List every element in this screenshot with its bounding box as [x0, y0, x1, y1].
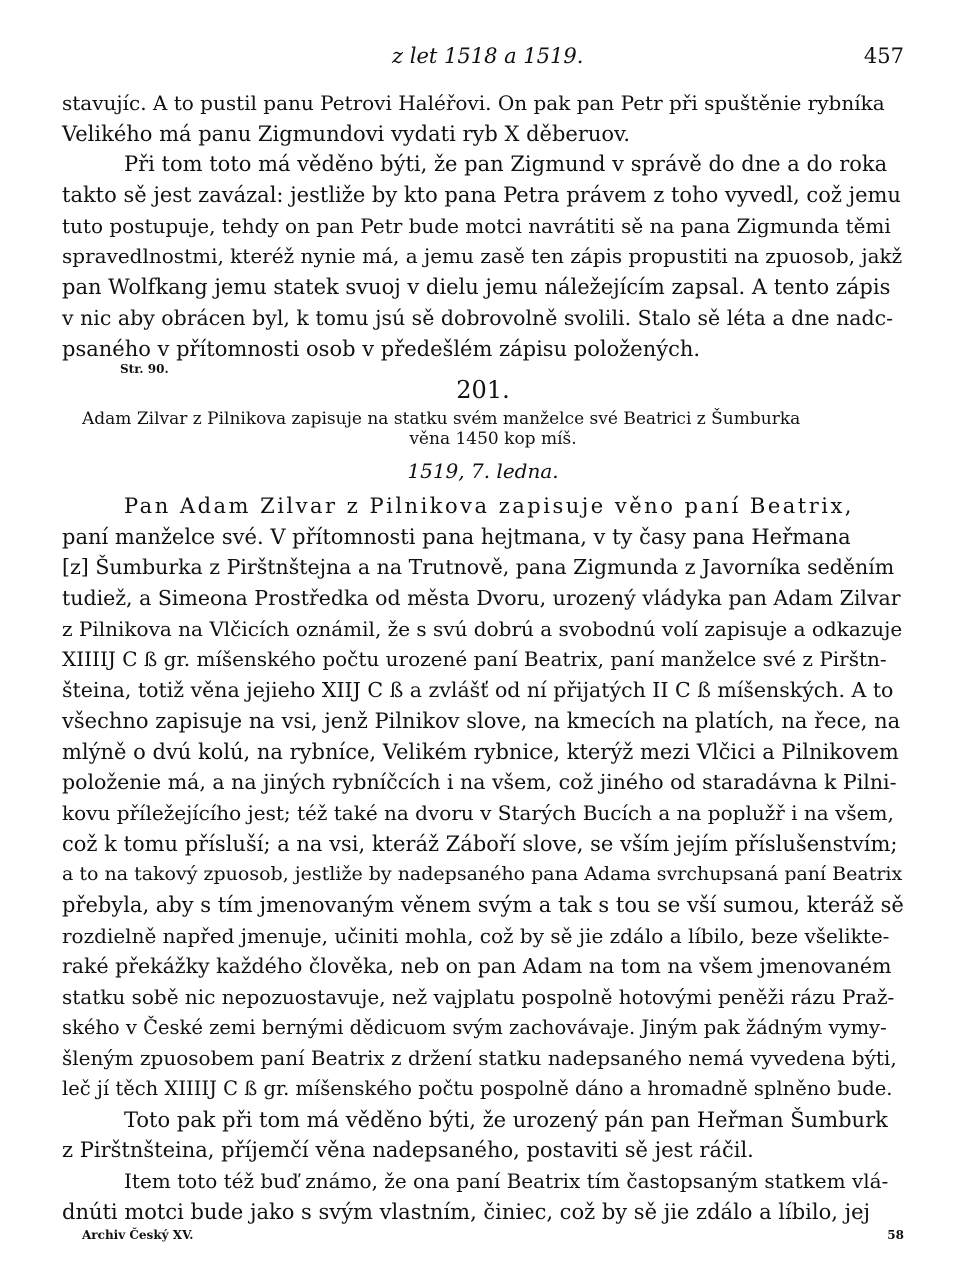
text-line: [z] Šumburka z Pirštnštejna a na Trutnově, pana Zigmunda z Javorníka seděním — [62, 555, 895, 580]
document-number: 201. — [456, 376, 510, 404]
text-line: psaného v přítomnosti osob v předešlém zápisu položených. — [62, 336, 701, 361]
running-head — [62, 44, 904, 74]
text-line: Při tom toto má věděno býti, že pan Zigmund v správě do dne a do roka — [124, 152, 888, 177]
text-line: takto sě jest zavázal: jestliže by kto pana Petra právem z toho vyvedl, což jemu — [62, 183, 901, 208]
text-line: tuto postupuje, tehdy on pan Petr bude motci navrátiti sě na pana Zigmunda těmi — [62, 213, 891, 238]
text-line: pan Wolfkang jemu statek svuoj v dielu jemu náležejícím zapsal. A tento zápis — [62, 275, 891, 300]
footer-signature: Archiv Český XV. — [82, 1228, 194, 1242]
text-line: kovu příležejícího jest; též také na dvoru v Starých Bucích a na poplužř i na všem, — [62, 800, 894, 825]
text-line: z Pirštnšteina, příjemčí věna nadepsaného, postaviti sě jest ráčil. — [62, 1138, 754, 1163]
text-line: XIIIIJ C ß gr. míšenského počtu urozené paní Beatrix, paní manželce své z Pirštn- — [62, 647, 887, 672]
text-line: tudiež, a Simeona Prostředka od města Dvoru, urozený vládyka pan Adam Zilvar — [62, 586, 901, 611]
document-summary — [82, 409, 904, 449]
running-title: z let 1518 a 1519. — [392, 44, 584, 68]
text-line: přebyla, aby s tím jmenovaným věnem svým a tak s tou se vší sumou, kteráž sě — [62, 892, 904, 917]
text-line: položenie má, a na jiných rybníčcích i na všem, což jiného od staradávna k Pilni- — [62, 770, 897, 795]
text-line: stavujíc. A to pustil panu Petrovi Haléřovi. On pak pan Petr při spuštěnie rybníka — [62, 91, 885, 115]
text-line: Item toto též buď známo, že ona paní Beatrix tím častopsaným statkem vlá- — [124, 1169, 889, 1194]
page-number: 457 — [863, 44, 904, 68]
document-date: 1519, 7. ledna. — [407, 459, 559, 483]
text-block-main — [62, 491, 904, 1228]
text-line: ského v České zemi bernými dědicuom svým zachovávaje. Jiným pak žádným vymy- — [62, 1015, 887, 1039]
text-line: leč jí těch XIIIIJ C ß gr. míšenského počtu pospolně dáno a hromadně splněno bude. — [62, 1077, 893, 1101]
summary-line: věna 1450 kop míš. — [409, 429, 577, 449]
text-line: všechno zapisuje na vsi, jenž Pilnikov slove, na kmecích na platích, na řece, na — [62, 708, 901, 733]
page-footer — [62, 1228, 904, 1248]
text-line: z Pilnikova na Vlčicích oznámil, že s svú dobrú a svobodnú volí zapisuje a odkazuje — [62, 616, 903, 641]
document-page — [62, 0, 904, 1280]
text-line: paní manželce své. V přítomnosti pana hejtmana, v ty časy pana Heřmana — [62, 524, 851, 549]
footer-sheet-number: 58 — [887, 1228, 904, 1242]
text-line: v nic aby obrácen byl, k tomu jsú sě dobrovolně svolili. Stalo sě léta a dne nadc- — [62, 305, 894, 330]
text-line: raké překážky každého člověka, neb on pan Adam na tom na všem jmenovaném — [62, 954, 892, 979]
text-line: dnúti motci bude jako s svým vlastním, činiec, což by sě jie zdálo a líbilo, jej — [62, 1199, 871, 1224]
text-line: a to na takový zpuosob, jestliže by nadepsaného pana Adama svrchupsaná paní Beatrix — [62, 863, 903, 886]
text-line: spravedlnostmi, kteréž nynie má, a jemu zasě ten zápis propustiti na zpuosob, jakž — [62, 244, 903, 269]
source-note: Str. 90. — [120, 362, 169, 376]
text-line: Toto pak při tom má věděno býti, že urozený pán pan Heřman Šumburk — [124, 1107, 888, 1132]
text-line: statku sobě nic nepozuostavuje, než vajplatu pospolně hotovými peněži rázu Praž- — [62, 985, 895, 1009]
text-block-top — [62, 88, 904, 364]
text-line: mlýně o dvú kolú, na rybníce, Velikém rybnice, kterýž mezi Vlčici a Pilnikovem — [62, 739, 899, 764]
text-line: šleným zpuosobem paní Beatrix z držení statku nadepsaného nemá vyvedena býti, — [62, 1046, 897, 1071]
text-line: rozdielně napřed jmenuje, učiniti mohla, což by sě jie zdálo a líbilo, beze všelikte- — [62, 923, 890, 948]
summary-line: Adam Zilvar z Pilnikova zapisuje na statku svém manželce své Beatrici z Šumburka — [82, 409, 801, 429]
text-line: což k tomu přísluší; a na vsi, kteráž Záboří slove, se vším jejím příslušenstvím; — [62, 831, 898, 856]
text-line: šteina, totiž věna jejieho XIIJ C ß a zvlášť od ní přijatých II C ß míšenských. A to — [62, 678, 894, 703]
text-line: Pan Adam Zilvar z Pilnikova zapisuje věno paní Beatrix, — [124, 494, 854, 518]
text-line: Velikého má panu Zigmundovi vydati ryb X děberuov. — [62, 121, 631, 146]
